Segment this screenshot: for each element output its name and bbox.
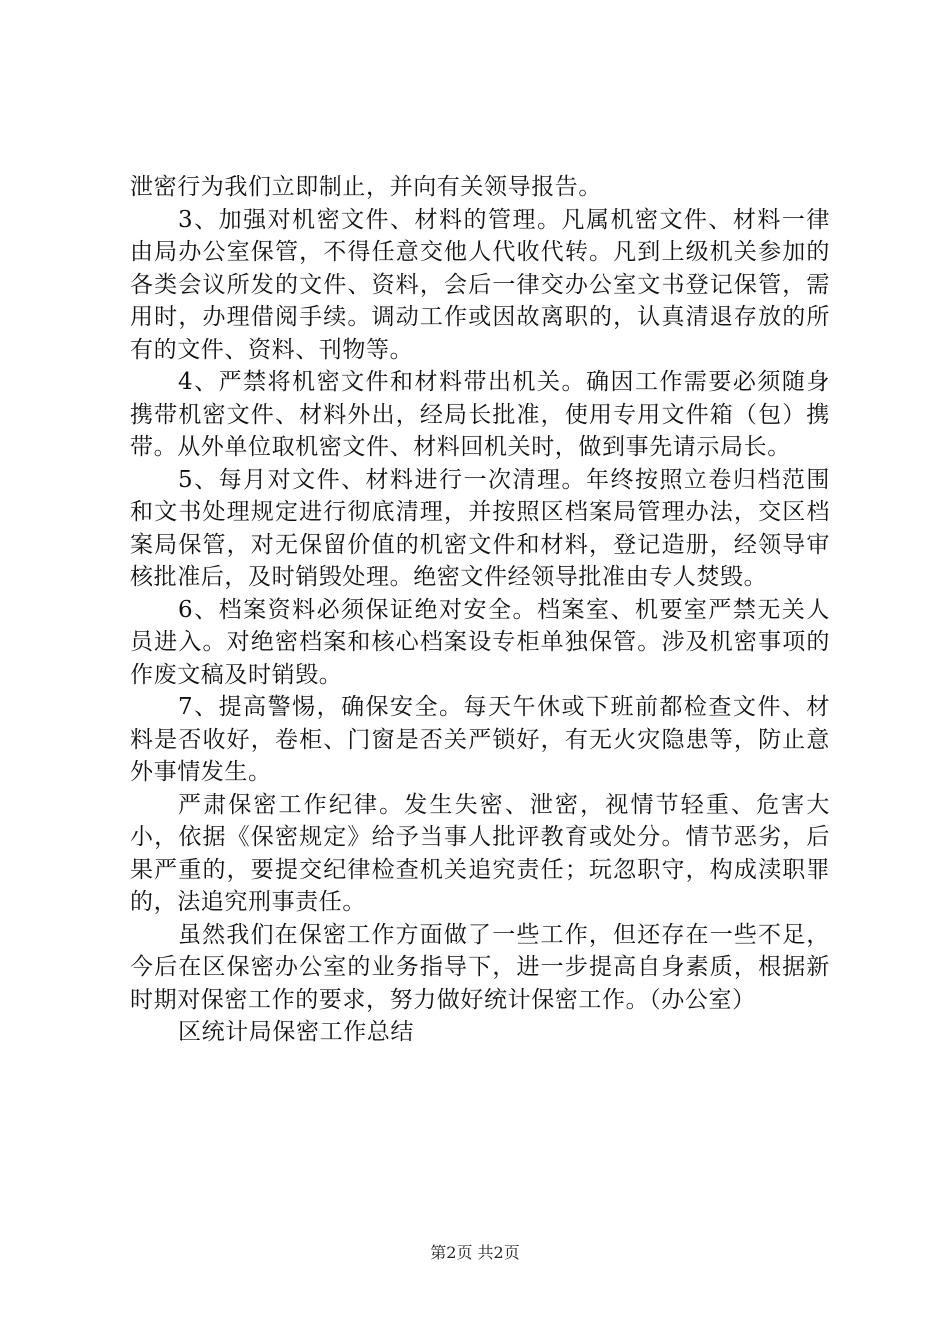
paragraph-4: 5、每月对文件、材料进行一次清理。年终按照立卷归档范围和文书处理规定进行彻底清理，并按照区档案局管理办法，交区档案局保管，对无保留价值的机密文件和材料，登记造册，经领导审核批准后，及时销毁处理。绝密文件经领导批准由专人焚毁。 bbox=[130, 466, 830, 590]
paragraph-2: 3、加强对机密文件、材料的管理。凡属机密文件、材料一律由局办公室保管，不得任意交他人代收代转。凡到上级机关参加的各类会议所发的文件、资料，会后一律交办公室文书登记保管，需用时，办理借阅手续。调动工作或因故离职的，认真清退存放的所有的文件、资料、刊物等。 bbox=[130, 206, 830, 363]
paragraph-1: 泄密行为我们立即制止，并向有关领导报告。 bbox=[130, 174, 602, 200]
paragraph-8: 虽然我们在保密工作方面做了一些工作，但还存在一些不足，今后在区保密办公室的业务指导下，进一步提高自身素质，根据新时期对保密工作的要求，努力做好统计保密工作。（办公室） bbox=[130, 921, 830, 1013]
document-title-line: 区统计局保密工作总结 bbox=[178, 1019, 414, 1045]
document-body bbox=[130, 171, 830, 1049]
paragraph-6: 7、提高警惕，确保安全。每天午休或下班前都检查文件、材料是否收好，卷柜、门窗是否关严锁好，有无火灾隐患等，防止意外事情发生。 bbox=[130, 694, 830, 785]
page-number-footer: 第2页 共2页 bbox=[430, 1243, 520, 1262]
paragraph-7: 严肃保密工作纪律。发生失密、泄密，视情节轻重、危害大小，依据《保密规定》给予当事人批评教育或处分。情节恶劣，后果严重的，要提交纪律检查机关追究责任；玩忽职守，构成渎职罪的，法追究刑事责任。 bbox=[130, 791, 830, 915]
paragraph-3: 4、严禁将机密文件和材料带出机关。确因工作需要必须随身携带机密文件、材料外出，经局长批准，使用专用文件箱（包）携带。从外单位取机密文件、材料回机关时，做到事先请示局长。 bbox=[130, 369, 830, 460]
paragraph-5: 6、档案资料必须保证绝对安全。档案室、机要室严禁无关人员进入。对绝密档案和核心档案设专柜单独保管。涉及机密事项的作废文稿及时销毁。 bbox=[130, 596, 830, 688]
